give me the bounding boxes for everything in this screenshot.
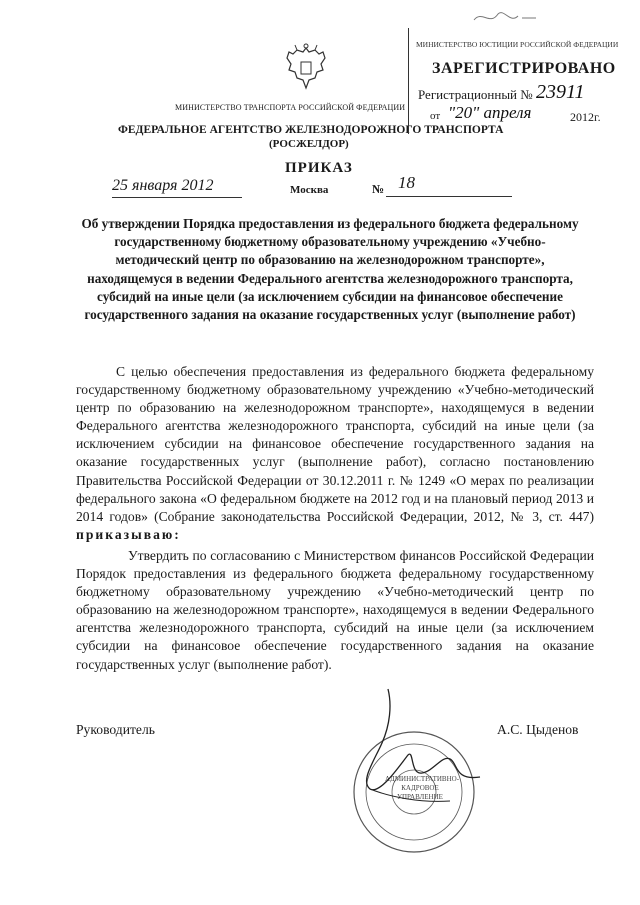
order-word: приказываю: [76,526,181,542]
registration-title: ЗАРЕГИСТРИРОВАНО [432,60,616,77]
order-paragraph: Утвердить по согласованию с Министерством финансов Российской Федерации Порядок предоставления из федерального бюджета федеральному государственному бюджетному образовательному учреждению «Учебно-методический центр по образованию на железнодорожном транспорте», находящемуся в ведении Федерального агентства железнодорожного транспорта, субсидий на иные цели (за исключением субсидии на финансовое обеспечение государственного задания на оказание государственных услуг (выполнение работ). [76,548,594,672]
order-number-value: 18 [398,173,415,192]
registration-date-year: 2012г. [570,110,601,124]
signatory-name: А.С. Цыденов [497,722,579,737]
order-city: Москва [290,184,329,196]
agency-abbreviation: (РОСЖЕЛДОР) [269,138,349,150]
seal-text: АДМИНИСТРАТИВНО-КАДРОВОЕ УПРАВЛЕНИЕ [385,775,460,801]
agency-name: ФЕДЕРАЛЬНОЕ АГЕНТСТВО ЖЕЛЕЗНОДОРОЖНОГО ТРАНСПОРТА [118,124,504,136]
registration-ministry: МИНИСТЕРСТВО ЮСТИЦИИ РОССИЙСКОЙ ФЕДЕРАЦИИ [416,40,619,49]
handwritten-signature [330,685,500,815]
order-heading: ПРИКАЗ [285,160,353,176]
double-headed-eagle-icon [283,42,329,94]
signatory-role: Руководитель [76,722,155,737]
ministry-name: МИНИСТЕРСТВО ТРАНСПОРТА РОССИЙСКОЙ ФЕДЕРАЦИИ [175,103,406,112]
registration-number-value: 23911 [536,81,585,103]
registration-number-label: Регистрационный № [418,87,533,102]
order-number-label: № [372,182,385,196]
registration-date-label: от [430,110,441,122]
document-title: Об утверждении Порядка предоставления из федерального бюджета федеральному государственному бюджетному образовательному учреждению «Учебно-методический центр по образованию на железнодорожном транспорте», находящемуся в ведении Федерального агентства железнодорожного транспорта, субсидий на иные цели (за исключением субсидии на финансовое обеспечение государственного задания на оказание государственных услуг (выполнение работ) [81,216,579,323]
order-date-underline [112,197,242,198]
registration-date-value: "20" апреля [448,103,532,122]
order-number-underline [386,196,512,197]
coat-of-arms-emblem [283,42,329,94]
preamble-paragraph [76,363,594,544]
stamp-mark-icon [470,6,540,28]
order-date: 25 января 2012 [112,177,214,194]
preamble-text: С целью обеспечения предоставления из федерального бюджета федеральному государственному бюджетному образовательному учреждению «Учебно-методический центр по образованию на железнодорожном транспорте», находящемуся в ведении Федерального агентства железнодорожного транспорта, субсидий на иные цели (за исключением субсидии на финансовое обеспечение государственного задания на оказание государственных услуг (выполнение работ), согласно постановлению Правительства Российской Федерации от 30.12.2011 г. № 1249 «О мерах по реализации федерального закона «О федеральном бюджете на 2012 год и на плановый период 2013 и 2014 годов» (Собрание законодательства Российской Федерации, 2012, № 3, ст. 447) [76,364,594,524]
